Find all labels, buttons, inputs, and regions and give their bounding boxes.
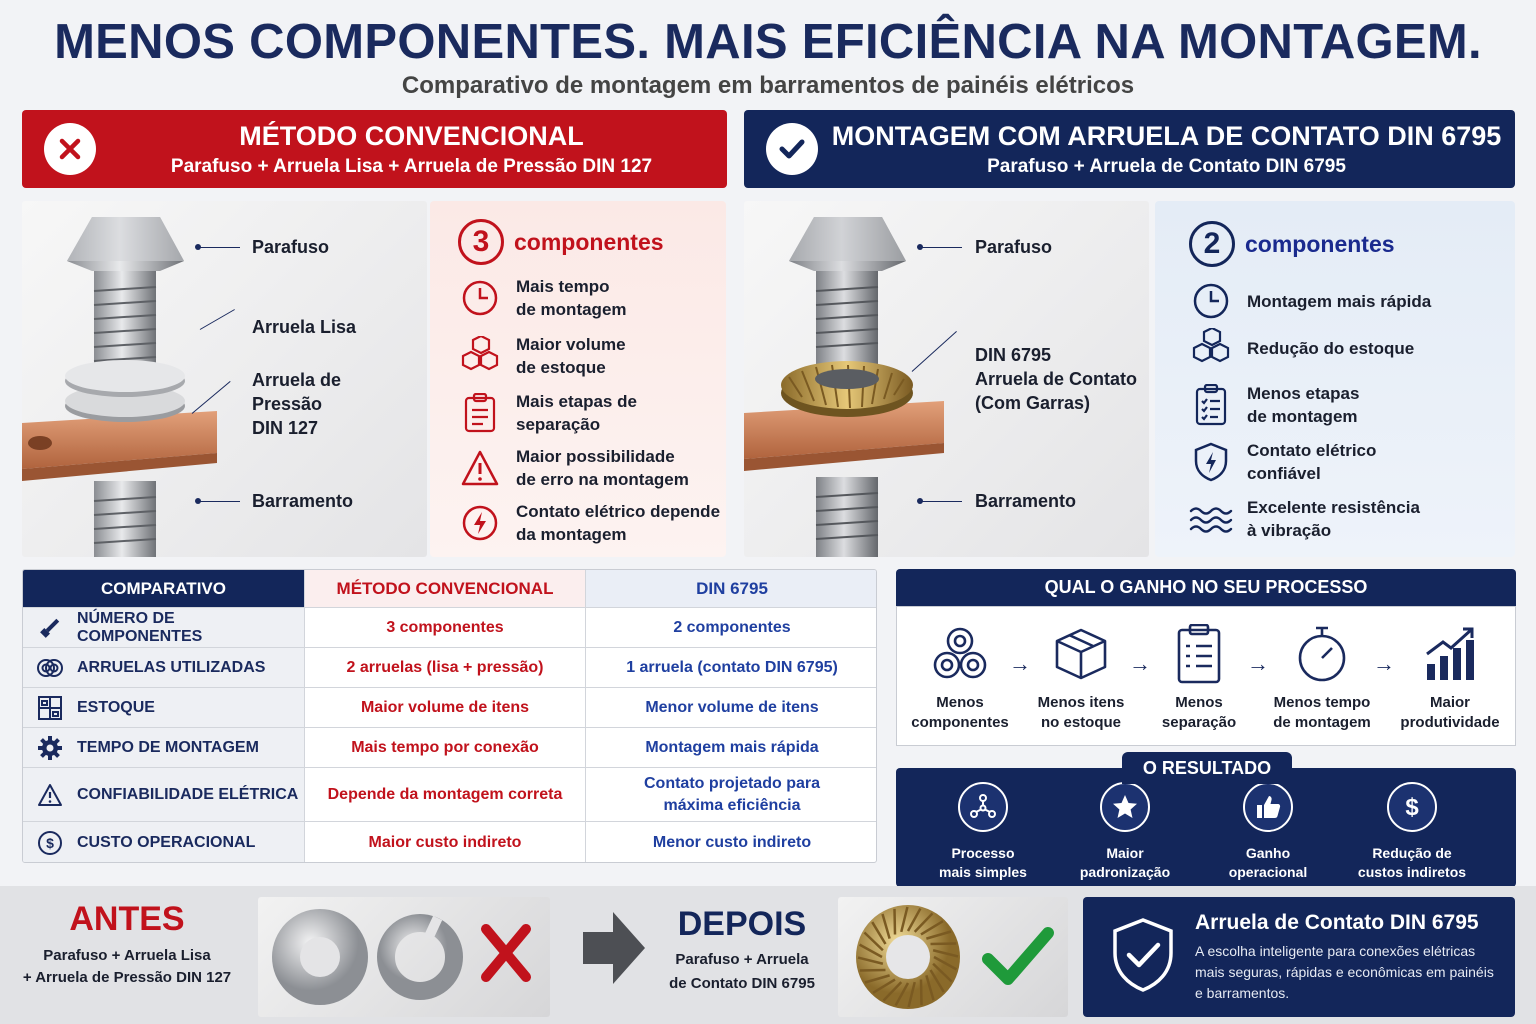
- step-line: Menos itens: [1037, 694, 1125, 711]
- boxes-icon: [1189, 328, 1233, 368]
- result-title: O RESULTADO: [1122, 752, 1292, 784]
- conventional-washers-photo: [258, 897, 550, 1017]
- table-row: [23, 821, 877, 863]
- step-line: componentes: [911, 714, 1009, 731]
- din6795-cell: Montagem mais rápida: [585, 728, 877, 767]
- result-line: padronização: [1079, 864, 1171, 880]
- feature-line: Mais etapas de: [516, 392, 637, 411]
- callout-line-3: DIN 127: [252, 418, 319, 438]
- rings-icon: [901, 621, 1019, 687]
- final-message-panel: [1083, 897, 1515, 1017]
- callout-line-1: Arruela de: [252, 370, 342, 390]
- conventional-cell: Mais tempo por conexão: [304, 728, 585, 767]
- clock-icon: [1189, 281, 1233, 321]
- callout-din6795: [975, 343, 1137, 415]
- conventional-assembly-photo: [22, 201, 427, 557]
- step-line: de montagem: [1273, 714, 1371, 731]
- result-item: [1198, 782, 1338, 882]
- table-row: [23, 607, 877, 647]
- gear-icon: [35, 733, 65, 763]
- contact-washer-photo: [838, 897, 1068, 1017]
- din6795-features-panel: [1155, 201, 1515, 557]
- callout-line: [922, 501, 962, 502]
- final-title: Arruela de Contato DIN 6795: [1195, 911, 1479, 934]
- dollar-icon: [35, 828, 65, 858]
- feature-line: de erro na montagem: [516, 470, 689, 489]
- shield-bolt-icon: [1189, 442, 1233, 482]
- feature-line: de montagem: [1247, 407, 1358, 426]
- x-circle-icon: [44, 123, 96, 175]
- stopwatch-icon: [1263, 621, 1381, 687]
- component-count: 2: [1189, 221, 1235, 267]
- feature-line: Redução do estoque: [1247, 338, 1415, 358]
- callout-barramento: Barramento: [252, 491, 354, 511]
- before-section: [22, 900, 232, 989]
- svg-text:$: $: [46, 835, 54, 851]
- arrow-right-icon: →: [1009, 651, 1031, 676]
- banner-title: MÉTODO CONVENCIONAL: [239, 120, 584, 151]
- big-arrow-icon: [583, 908, 647, 993]
- shield-check-icon: [1111, 917, 1175, 998]
- din6795-cell: Menor custo indireto: [585, 822, 877, 863]
- flat-washer-icon: [272, 909, 368, 1005]
- feature-line: confiável: [1247, 464, 1321, 483]
- table-header: COMPARATIVO: [23, 570, 304, 607]
- after-line: Parafuso + Arruela: [675, 951, 809, 968]
- gain-steps: [896, 606, 1516, 746]
- step-line: Menos: [936, 694, 984, 711]
- feature-line: Maior possibilidade: [516, 447, 675, 466]
- feature-line: Excelente resistência: [1247, 498, 1420, 517]
- component-count: 3: [458, 219, 504, 265]
- checklist-icon: [1140, 621, 1258, 687]
- washers-icon: [35, 653, 65, 683]
- callout-line: [922, 247, 962, 248]
- feature-line: Menos etapas: [1247, 384, 1360, 403]
- before-line: Parafuso + Arruela Lisa: [43, 947, 211, 964]
- conventional-cell: 2 arruelas (lisa + pressão): [304, 648, 585, 687]
- table-header: MÉTODO CONVENCIONAL: [304, 570, 585, 607]
- din6795-banner: [744, 110, 1515, 188]
- callout-line: [200, 247, 240, 248]
- din6795-cell: Menor volume de itens: [585, 688, 877, 727]
- result-line: mais simples: [939, 864, 1027, 880]
- arrow-right-icon: →: [1247, 651, 1269, 676]
- x-mark-icon: [486, 929, 526, 977]
- result-item: [1055, 782, 1195, 882]
- check-circle-icon: [766, 123, 818, 175]
- banner-title: MONTAGEM COM ARRUELA DE CONTATO DIN 6795: [831, 120, 1502, 151]
- gain-title: QUAL O GANHO NO SEU PROCESSO: [896, 569, 1516, 606]
- process-gain-panel: [896, 569, 1516, 887]
- result-line: Redução de: [1372, 845, 1452, 861]
- component-count-label: componentes: [514, 228, 664, 255]
- cell-line: Contato projetado para: [643, 774, 820, 792]
- feature-line: separação: [516, 415, 601, 434]
- feature-line: de montagem: [516, 300, 627, 319]
- before-title: ANTES: [69, 900, 185, 938]
- table-header-row: [23, 570, 877, 607]
- page-title: MENOS COMPONENTES. MAIS EFICIÊNCIA NA MONTAGEM.: [54, 15, 1482, 69]
- gain-step: [1022, 621, 1140, 733]
- shelves-icon: [35, 693, 65, 723]
- page-subtitle: Comparativo de montagem em barramentos de painéis elétricos: [401, 72, 1135, 99]
- result-line: custos indiretos: [1357, 864, 1467, 880]
- waves-icon: [1189, 499, 1233, 539]
- step-line: Menos: [1175, 694, 1223, 711]
- row-label: TEMPO DE MONTAGEM: [77, 738, 259, 756]
- lightning-icon: [458, 503, 502, 543]
- svg-text:$: $: [1405, 794, 1419, 821]
- result-item: [1342, 782, 1482, 882]
- row-label: CUSTO OPERACIONAL: [77, 834, 256, 851]
- banner-subtitle: Parafuso + Arruela de Contato DIN 6795: [987, 155, 1346, 177]
- din6795-cell: 2 componentes: [585, 608, 877, 647]
- result-line: Processo: [951, 845, 1015, 861]
- check-mark-icon: [988, 933, 1048, 979]
- callout-line-3: (Com Garras): [975, 393, 1091, 413]
- gain-step: [1391, 621, 1509, 733]
- feature-line: Mais tempo: [516, 277, 610, 296]
- row-label: NÚMERO DE COMPONENTES: [76, 609, 203, 645]
- checklist-icon: [1189, 385, 1233, 425]
- star-icon: [1100, 782, 1150, 832]
- feature-line: Contato elétrico: [1247, 441, 1377, 460]
- feature-line: Contato elétrico depende: [516, 502, 721, 521]
- feature-line: à vibração: [1247, 521, 1332, 540]
- after-line: de Contato DIN 6795: [669, 975, 815, 992]
- row-label: CONFIABILIDADE ELÉTRICA: [77, 785, 299, 803]
- bolt-icon: [35, 613, 65, 643]
- feature-line: Montagem mais rápida: [1247, 291, 1432, 311]
- din6795-assembly-photo: [744, 201, 1149, 557]
- clipboard-icon: [458, 393, 502, 433]
- conventional-cell: 3 componentes: [304, 608, 585, 647]
- arrow-right-icon: →: [1129, 651, 1151, 676]
- callout-line-2: Arruela de Contato: [975, 369, 1138, 389]
- table-row: [23, 647, 877, 687]
- clock-icon: [458, 278, 502, 318]
- step-line: Menos tempo: [1273, 694, 1371, 711]
- feature-line: de estoque: [516, 358, 606, 377]
- result-line: Ganho: [1245, 845, 1291, 861]
- table-row: [23, 767, 877, 821]
- callout-line: [200, 501, 240, 502]
- contact-washer-icon: [856, 905, 960, 1009]
- result-line: operacional: [1228, 864, 1308, 880]
- result-panel: [896, 768, 1516, 887]
- warning-icon: [458, 448, 502, 488]
- gain-step: [1140, 621, 1258, 733]
- callout-parafuso: Parafuso: [252, 237, 330, 257]
- step-line: Maior: [1429, 694, 1470, 711]
- feature-line: da montagem: [516, 525, 627, 544]
- comparison-table: [22, 569, 877, 863]
- conventional-method-banner: [22, 110, 727, 188]
- conventional-cell: Maior custo indireto: [304, 822, 585, 863]
- result-item: [913, 782, 1053, 882]
- thumbs-up-icon: [1243, 782, 1293, 832]
- callout-line-2: Pressão: [252, 394, 323, 414]
- din6795-cell: [585, 768, 877, 821]
- step-line: produtividade: [1400, 714, 1500, 731]
- row-label: ARRUELAS UTILIZADAS: [77, 658, 266, 676]
- banner-subtitle: Parafuso + Arruela Lisa + Arruela de Pressão DIN 127: [170, 155, 653, 177]
- dollar-icon: [1387, 782, 1437, 832]
- table-row: [23, 727, 877, 767]
- conventional-cell: Maior volume de itens: [304, 688, 585, 727]
- callout-parafuso: Parafuso: [975, 237, 1053, 257]
- callout-barramento: Barramento: [975, 491, 1077, 511]
- component-count-label: componentes: [1245, 230, 1395, 257]
- growth-chart-icon: [1391, 621, 1509, 687]
- row-label: ESTOQUE: [77, 698, 155, 716]
- final-text: A escolha inteligente para conexões elétricas mais seguras, rápidas e econômicas em painéis e barramentos.: [1195, 943, 1494, 1001]
- table-row: [23, 687, 877, 727]
- din6795-cell: 1 arruela (contato DIN 6795): [585, 648, 877, 687]
- callout-arruela-pressao: [252, 368, 341, 440]
- conventional-features-panel: [430, 201, 726, 557]
- conventional-cell: Depende da montagem correta: [304, 768, 585, 821]
- gain-step: [901, 621, 1019, 733]
- result-line: Maior: [1106, 845, 1144, 861]
- table-header: DIN 6795: [585, 570, 877, 607]
- step-line: no estoque: [1040, 714, 1121, 731]
- step-line: separação: [1161, 714, 1237, 731]
- after-section: [658, 905, 826, 996]
- callout-arruela-lisa: Arruela Lisa: [252, 317, 357, 337]
- before-line: + Arruela de Pressão DIN 127: [22, 969, 232, 986]
- warning-icon: [35, 780, 65, 810]
- callout-line-1: DIN 6795: [975, 345, 1052, 365]
- arrow-right-icon: →: [1373, 651, 1395, 676]
- boxes-icon: [458, 336, 502, 376]
- gain-step: [1263, 621, 1381, 733]
- cell-line: máxima eficiência: [663, 796, 801, 814]
- network-icon: [958, 782, 1008, 832]
- bolt-assembly-illustration: [22, 201, 427, 557]
- box-icon: [1022, 621, 1140, 687]
- spring-washer-icon: [386, 916, 454, 991]
- after-title: DEPOIS: [677, 905, 807, 943]
- feature-line: Maior volume: [516, 335, 626, 354]
